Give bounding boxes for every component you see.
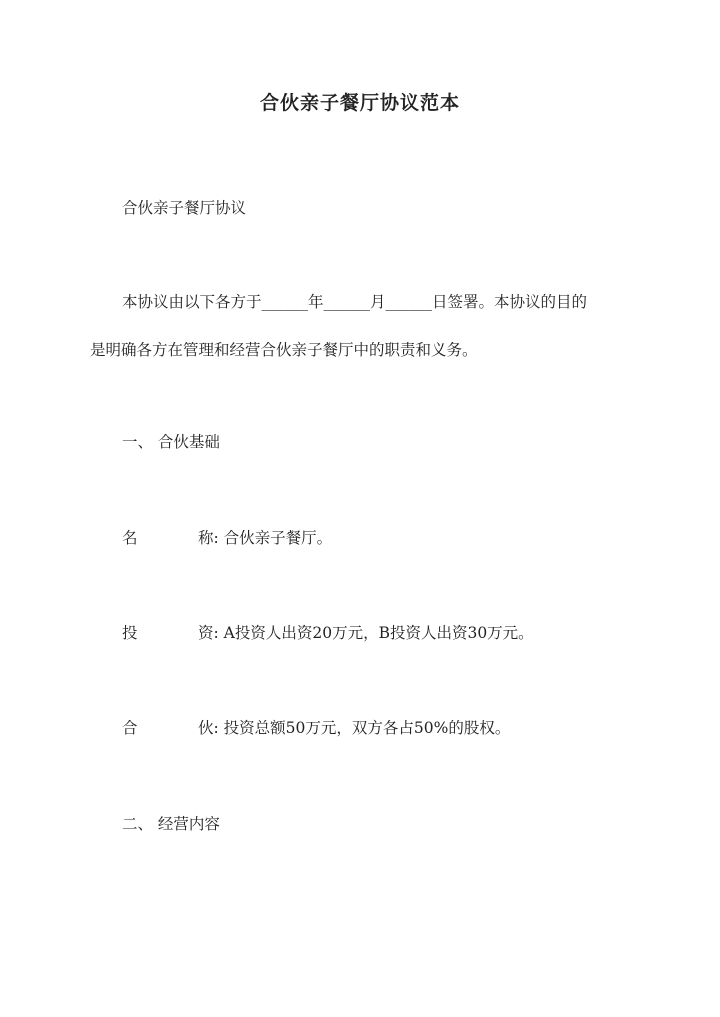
item-investment: [122, 622, 534, 644]
item-name-text: 称: 合伙亲子餐厅。: [198, 529, 333, 547]
item-partnership-term: 合: [122, 719, 138, 737]
item-name-term: 名: [122, 529, 138, 547]
item-investment-text: 资: A投资人出资20万元，B投资人出资30万元。: [198, 624, 534, 642]
intro-paragraph-line-2: 是明确各方在管理和经营合伙亲子餐厅中的职责和义务。: [90, 341, 478, 359]
item-partnership: [122, 717, 510, 739]
item-name: [122, 527, 332, 549]
document-title: 合伙亲子餐厅协议范本: [259, 92, 460, 114]
item-partnership-text: 伙: 投资总额50万元，双方各占50%的股权。: [198, 719, 511, 737]
item-investment-term: 投: [122, 624, 138, 642]
intro-paragraph-line-1: 本协议由以下各方于______年______月______日签署。本协议的目的: [122, 293, 588, 311]
document-subtitle: 合伙亲子餐厅协议: [122, 199, 247, 217]
section-2-heading: 二、 经营内容: [122, 815, 220, 833]
section-1-heading: 一、 合伙基础: [122, 433, 220, 451]
